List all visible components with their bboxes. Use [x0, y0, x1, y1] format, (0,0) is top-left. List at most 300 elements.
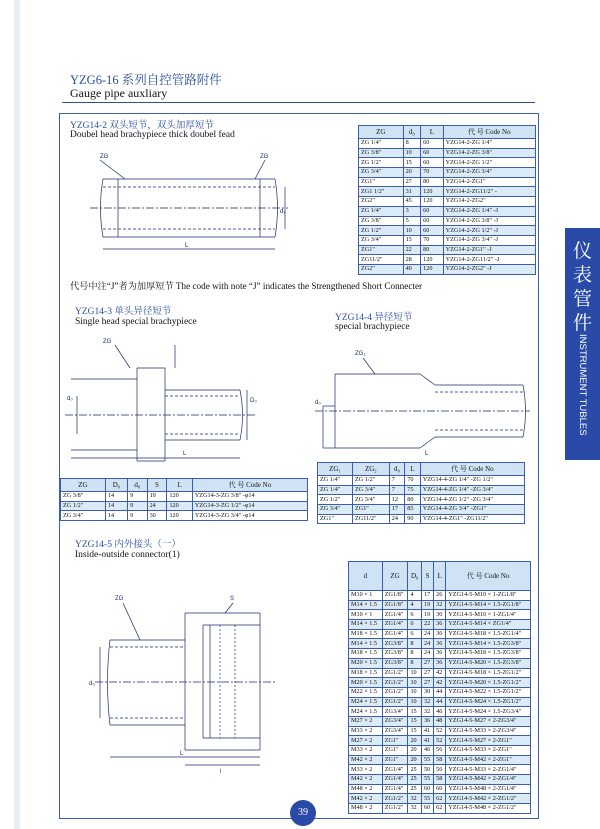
table-cell: 62 — [434, 794, 446, 804]
table-cell: YZG14-5-M33 × 2-ZG3/4" — [446, 726, 531, 736]
table-row — [359, 177, 536, 187]
table-cell: 32 — [422, 697, 434, 707]
side-tab-char: 表 — [572, 265, 592, 286]
table-cell: ZG1" — [359, 245, 404, 255]
table-cell: 6 — [408, 629, 422, 639]
table-cell: 15 — [403, 235, 421, 245]
table-cell: 41 — [422, 726, 434, 736]
table-cell: ZG 3/8" — [359, 216, 404, 226]
table-cell: 36 — [422, 716, 434, 726]
table-cell: ZG 3/8" — [359, 148, 404, 158]
title-divider — [62, 102, 535, 103]
table-cell: 19 — [422, 600, 434, 610]
table-cell: 22 — [422, 620, 434, 630]
table-cell: 10 — [408, 678, 422, 688]
table-row — [349, 658, 531, 668]
table-cell: M42 × 2 — [349, 755, 383, 765]
table-cell: 120 — [421, 197, 443, 207]
table-cell: 9 — [128, 501, 147, 511]
s3-title-cn: YZG14-4 异径短节 — [335, 313, 413, 323]
table-cell: YZG14-2-ZG 3/4" -J — [443, 235, 535, 245]
table-row — [318, 495, 525, 505]
table-cell: YZG14-5-M33 × 2-ZG1" — [446, 746, 531, 756]
s3-label-d: d₀ — [315, 400, 321, 406]
table-row — [349, 639, 531, 649]
table-cell: YZG14-5-M18 × 1.5-ZG1/4" — [446, 629, 531, 639]
table-cell: 120 — [167, 501, 192, 511]
s3-spec-table — [317, 462, 525, 524]
table-cell: 60 — [421, 139, 443, 149]
table-cell: 25 — [408, 765, 422, 775]
table-row — [349, 765, 531, 775]
table-cell: 44 — [434, 687, 446, 697]
table-cell: 60 — [434, 784, 446, 794]
table-cell: M14 × 1.5 — [349, 600, 383, 610]
table-cell: YZG14-5-M18 × 1.5-ZG1/2" — [446, 668, 531, 678]
table-cell: M18 × 1.5 — [349, 668, 383, 678]
table-row — [359, 139, 536, 149]
table-row — [359, 264, 536, 274]
table-row — [61, 511, 308, 521]
col-header: ZG — [61, 479, 106, 492]
table-cell: M10 × 1 — [349, 591, 383, 601]
table-cell: ZG2" — [359, 264, 404, 274]
table-cell: YZG14-2-ZG1" -J — [443, 245, 535, 255]
table-cell: 62 — [434, 804, 446, 814]
table-cell: ZG1" — [382, 746, 408, 756]
table-cell: 58 — [434, 755, 446, 765]
s4-drawing — [75, 585, 345, 775]
table-cell: M48 × 2 — [349, 804, 383, 814]
table-cell: M22 × 1.5 — [349, 687, 383, 697]
table-cell: ZG1/2" — [382, 794, 408, 804]
table-cell: ZG11/2" — [359, 255, 404, 265]
table-cell: M33 × 2 — [349, 746, 383, 756]
table-cell: 6 — [408, 620, 422, 630]
table-cell: 12 — [389, 495, 405, 505]
table-cell: 25 — [408, 775, 422, 785]
table-cell: M10 × 1 — [349, 610, 383, 620]
table-cell: 60 — [421, 226, 443, 236]
table-cell: YZG14-5-M48 × 2-ZG1/2" — [446, 804, 531, 814]
table-cell: YZG14-2-ZG 1/4" -J — [443, 206, 535, 216]
table-cell: 22 — [403, 245, 421, 255]
table-cell: 27 — [403, 177, 421, 187]
table-row — [349, 726, 531, 736]
table-cell: 46 — [434, 707, 446, 717]
table-row — [349, 707, 531, 717]
table-cell: 120 — [421, 187, 443, 197]
col-header: L — [434, 562, 446, 591]
table-cell: 24 — [389, 514, 405, 524]
table-row — [318, 505, 525, 515]
table-cell: 17 — [389, 505, 405, 515]
table-row — [349, 668, 531, 678]
table-cell: ZG1/2" — [382, 668, 408, 678]
table-cell: 120 — [167, 511, 192, 521]
table-cell: YZG14-2-ZG 3/8" — [443, 148, 535, 158]
table-cell: 8 — [408, 658, 422, 668]
table-cell: ZG 1/4" — [318, 476, 353, 486]
table-cell: ZG 3/4" — [352, 485, 389, 495]
table-cell: 10 — [408, 668, 422, 678]
table-cell: 85 — [405, 505, 421, 515]
table-cell: ZG1" — [352, 505, 389, 515]
col-header: d₀ — [389, 463, 405, 476]
table-cell: ZG 3/4" — [61, 511, 106, 521]
table-cell: ZG 3/8" — [61, 492, 106, 502]
table-row — [349, 755, 531, 765]
s2-drawing — [65, 330, 305, 470]
s3-label-l: L — [425, 451, 429, 457]
table-cell: 15 — [408, 716, 422, 726]
table-cell: ZG1/8" — [382, 591, 408, 601]
col-header: ZG — [382, 562, 408, 591]
s4-table-header — [349, 562, 531, 591]
table-cell: YZG14-5-M27 × 2-ZG1" — [446, 736, 531, 746]
table-cell: 32 — [422, 707, 434, 717]
table-cell: 36 — [434, 658, 446, 668]
table-cell: ZG1 1/2" — [359, 187, 404, 197]
s1-label-l: L — [185, 243, 189, 249]
table-cell: 30 — [147, 511, 167, 521]
table-cell: 5 — [403, 216, 421, 226]
table-cell: M42 × 2 — [349, 794, 383, 804]
table-cell: 36 — [434, 649, 446, 659]
table-row — [359, 187, 536, 197]
s1-note: 代号中注“J”者为加厚短节 The code with note “J” indicates the Strengthened Short Connecter — [70, 281, 423, 291]
table-row — [349, 716, 531, 726]
s2-table-body — [61, 492, 308, 521]
table-cell: 55 — [422, 794, 434, 804]
col-header: ZG₂ — [352, 463, 389, 476]
table-cell: 20 — [408, 736, 422, 746]
table-cell: 44 — [434, 697, 446, 707]
table-cell: 9 — [128, 511, 147, 521]
table-row — [61, 501, 308, 511]
table-cell: M18 × 1.5 — [349, 629, 383, 639]
table-cell: M42 × 2 — [349, 775, 383, 785]
table-cell: YZG14-5-M22 × 1.5-ZG1/2" — [446, 687, 531, 697]
table-cell: 80 — [405, 495, 421, 505]
col-header: d — [349, 562, 383, 591]
table-cell: 120 — [421, 264, 443, 274]
table-cell: ZG 3/4" — [359, 168, 404, 178]
table-cell: YZG14-5-M18 × 1.5-ZG3/8" — [446, 649, 531, 659]
table-row — [349, 687, 531, 697]
table-cell: M20 × 1.5 — [349, 678, 383, 688]
table-row — [349, 697, 531, 707]
table-row — [349, 610, 531, 620]
s2-label-d: d₀ — [67, 396, 73, 402]
page-edge — [14, 0, 20, 829]
table-cell: YZG14-2-ZG 1/2" -J — [443, 226, 535, 236]
table-cell: 17 — [422, 591, 434, 601]
s1-label-d: d₁ — [280, 209, 286, 215]
table-cell: YZG14-5-M14 × 1.5-ZG1/8" — [446, 600, 531, 610]
s2-label-l: L — [183, 451, 187, 457]
s4-label-zg: ZG — [115, 596, 124, 602]
table-cell: ZG1/4" — [382, 765, 408, 775]
s1-label-zg-left: ZG — [100, 154, 109, 160]
side-tab-english — [568, 330, 598, 460]
table-cell: 10 — [408, 687, 422, 697]
table-cell: M33 × 2 — [349, 726, 383, 736]
s4-label-small-l: l — [220, 769, 222, 775]
table-row — [359, 158, 536, 168]
page-title-cn: YZG6-16 系列自控管路附件 — [70, 73, 222, 87]
s2-table-header — [61, 479, 308, 492]
table-cell: M20 × 1.5 — [349, 658, 383, 668]
col-header: d₀ — [403, 126, 421, 139]
s3-title-en: special brachypiece — [335, 322, 410, 332]
s1-drawing — [70, 145, 310, 265]
table-cell: M14 × 1.5 — [349, 620, 383, 630]
table-cell: ZG 1/4" — [318, 485, 353, 495]
table-row — [359, 245, 536, 255]
table-cell: 14 — [105, 511, 127, 521]
col-header: S — [147, 479, 167, 492]
table-cell: 60 — [422, 784, 434, 794]
table-cell: 90 — [405, 514, 421, 524]
s1-title-en: Doubel head brachypiece thick doubel fead — [70, 130, 235, 140]
table-cell: ZG1" — [382, 755, 408, 765]
table-cell: 30 — [422, 687, 434, 697]
col-header: D₀ — [105, 479, 127, 492]
table-cell: 14 — [105, 492, 127, 502]
s1-spec-table — [358, 125, 536, 275]
table-cell: 55 — [422, 755, 434, 765]
table-cell: ZG 1/2" — [61, 501, 106, 511]
table-cell: ZG3/4" — [382, 707, 408, 717]
table-cell: ZG 1/2" — [318, 495, 353, 505]
table-cell: 7 — [389, 476, 405, 486]
table-cell: 20 — [408, 746, 422, 756]
table-cell: 45 — [403, 197, 421, 207]
table-cell: M27 × 2 — [349, 736, 383, 746]
table-cell: 50 — [422, 765, 434, 775]
table-row — [349, 629, 531, 639]
s4-title-cn: YZG14-5 内外接头（一） — [75, 540, 181, 550]
col-header: S — [422, 562, 434, 591]
s4-table-body — [349, 591, 531, 814]
table-cell: YZG14-5-M42 × 2-ZG1" — [446, 755, 531, 765]
table-cell: YZG14-2-ZG 3/4" — [443, 168, 535, 178]
table-cell: 56 — [434, 765, 446, 775]
table-cell: 27 — [422, 668, 434, 678]
s4-label-d: d₀ — [89, 681, 95, 687]
table-cell: 60 — [421, 158, 443, 168]
col-header: L — [167, 479, 192, 492]
table-cell: YZG14-2-ZG 1/4" — [443, 139, 535, 149]
table-cell: ZG3/4" — [382, 726, 408, 736]
table-cell: YZG14-5-M10 × 1-ZG1/8" — [446, 591, 531, 601]
table-cell: 15 — [403, 158, 421, 168]
table-cell: 36 — [434, 639, 446, 649]
table-cell: ZG1/4" — [382, 620, 408, 630]
table-cell: YZG14-5-M14 × ZG1/4" — [446, 620, 531, 630]
table-cell: YZG14-4-ZG1" -ZG11/2" — [420, 514, 524, 524]
table-row — [318, 485, 525, 495]
table-cell: YZG14-3-ZG 3/4" -φ14 — [192, 511, 307, 521]
table-cell: 4 — [408, 600, 422, 610]
table-cell: YZG14-4-ZG 1/4" -ZG 1/2" — [420, 476, 524, 486]
table-row — [359, 255, 536, 265]
table-cell: 32 — [408, 794, 422, 804]
table-row — [349, 649, 531, 659]
page-number: 39 — [290, 800, 316, 826]
table-cell: 15 — [408, 726, 422, 736]
s1-label-zg-right: ZG — [260, 154, 269, 160]
table-cell: YZG14-5-M10 × 1-ZG1/4" — [446, 610, 531, 620]
table-row — [349, 784, 531, 794]
table-cell: ZG3/8" — [382, 649, 408, 659]
table-cell: 75 — [405, 485, 421, 495]
side-tab-char: 管 — [572, 289, 592, 310]
table-cell: 26 — [434, 591, 446, 601]
table-row — [359, 148, 536, 158]
s1-table-body — [359, 139, 536, 275]
col-header: 代 号 Code No — [446, 562, 531, 591]
table-row — [349, 736, 531, 746]
table-cell: M18 × 1.5 — [349, 649, 383, 659]
table-cell: YZG14-2-ZG2" -J — [443, 264, 535, 274]
table-cell: ZG 3/4" — [318, 505, 353, 515]
table-cell: 36 — [434, 629, 446, 639]
table-cell: ZG1/4" — [382, 775, 408, 785]
table-cell: 9 — [128, 492, 147, 502]
table-cell: 46 — [422, 746, 434, 756]
table-cell: 80 — [421, 245, 443, 255]
table-cell: 7 — [389, 485, 405, 495]
table-row — [359, 216, 536, 226]
table-cell: 41 — [422, 736, 434, 746]
table-cell: ZG1/4" — [382, 610, 408, 620]
table-cell: 15 — [408, 707, 422, 717]
table-cell: YZG14-2-ZG11/2" -J — [443, 255, 535, 265]
s2-spec-table — [60, 478, 308, 521]
col-header: 代 号 Code No — [192, 479, 307, 492]
table-row — [359, 168, 536, 178]
s3-drawing — [315, 340, 530, 460]
table-cell: ZG2" — [359, 197, 404, 207]
table-cell: 40 — [403, 264, 421, 274]
table-cell: 8 — [408, 649, 422, 659]
s2-label-zg: ZG — [103, 339, 112, 345]
table-cell: ZG3/8" — [382, 639, 408, 649]
table-cell: YZG14-2-ZG11/2" - — [443, 187, 535, 197]
table-cell: 19 — [422, 610, 434, 620]
table-cell: 48 — [434, 716, 446, 726]
table-cell: 24 — [147, 501, 167, 511]
table-cell: 120 — [167, 492, 192, 502]
table-cell: YZG14-5-M48 × 2-ZG1/4" — [446, 784, 531, 794]
col-header: 代 号 Code No — [443, 126, 535, 139]
table-cell: 10 — [403, 148, 421, 158]
table-row — [349, 591, 531, 601]
table-cell: ZG11/2" — [352, 514, 389, 524]
table-cell: 42 — [434, 668, 446, 678]
table-cell: ZG1" — [359, 177, 404, 187]
table-cell: YZG14-2-ZG1" — [443, 177, 535, 187]
table-cell: YZG14-2-ZG 1/2" — [443, 158, 535, 168]
table-cell: 42 — [434, 678, 446, 688]
table-row — [359, 226, 536, 236]
table-cell: ZG3/8" — [382, 658, 408, 668]
table-cell: 10 — [403, 226, 421, 236]
table-cell: 8 — [408, 639, 422, 649]
table-cell: ZG 1/2" — [352, 476, 389, 486]
table-row — [61, 492, 308, 502]
table-row — [349, 746, 531, 756]
table-cell: 120 — [421, 255, 443, 265]
table-row — [359, 235, 536, 245]
table-cell: 25 — [408, 784, 422, 794]
table-cell: YZG14-4-ZG 3/4" -ZG1" — [420, 505, 524, 515]
s1-table-header — [359, 126, 536, 139]
table-cell: YZG14-5-M33 × 2-ZG1/4" — [446, 765, 531, 775]
table-cell: YZG14-4-ZG 1/4" -ZG 3/4" — [420, 485, 524, 495]
table-cell: M24 × 1.5 — [349, 707, 383, 717]
table-cell: 8 — [403, 139, 421, 149]
table-cell: 60 — [421, 216, 443, 226]
s4-label-s: S — [230, 596, 235, 602]
table-row — [349, 794, 531, 804]
table-cell: 36 — [434, 620, 446, 630]
table-cell: 60 — [421, 148, 443, 158]
table-cell: 28 — [403, 255, 421, 265]
table-cell: 32 — [408, 804, 422, 814]
table-cell: 32 — [434, 600, 446, 610]
col-header: d₀ — [128, 479, 147, 492]
col-header: 代 号 Code No — [420, 463, 524, 476]
table-cell: 55 — [422, 775, 434, 785]
table-cell: ZG3/4" — [382, 716, 408, 726]
col-header: L — [421, 126, 443, 139]
table-cell: YZG14-2-ZG 3/8" -J — [443, 216, 535, 226]
table-cell: 24 — [422, 649, 434, 659]
table-cell: M24 × 1.5 — [349, 697, 383, 707]
page-title-en: Gauge pipe auxliary — [70, 86, 168, 100]
s3-label-zg1: ZG₁ — [355, 351, 366, 357]
table-cell: ZG1/2" — [382, 678, 408, 688]
s4-spec-table — [348, 561, 531, 814]
table-cell: 27 — [422, 658, 434, 668]
table-cell: ZG1/2" — [382, 697, 408, 707]
table-cell: ZG1/8" — [382, 600, 408, 610]
table-cell: ZG 3/4" — [359, 235, 404, 245]
table-cell: 3 — [403, 206, 421, 216]
table-cell: ZG 1/2" — [359, 158, 404, 168]
table-cell: 24 — [422, 629, 434, 639]
table-cell: M48 × 2 — [349, 784, 383, 794]
table-cell: 19 — [147, 492, 167, 502]
col-header: ZG — [359, 126, 404, 139]
table-cell: 52 — [434, 736, 446, 746]
table-cell: M33 × 2 — [349, 765, 383, 775]
table-cell: 70 — [421, 168, 443, 178]
table-cell: YZG14-5-M20 × 1.5-ZG1/2" — [446, 678, 531, 688]
s3-table-body — [318, 476, 525, 524]
table-row — [318, 476, 525, 486]
table-cell: ZG 1/2" — [359, 226, 404, 236]
s2-title-en: Single head special brachypiece — [75, 317, 197, 327]
table-cell: 27 — [422, 678, 434, 688]
table-cell: ZG1/4" — [382, 784, 408, 794]
table-cell: 56 — [434, 746, 446, 756]
table-row — [349, 600, 531, 610]
table-cell: 4 — [408, 591, 422, 601]
